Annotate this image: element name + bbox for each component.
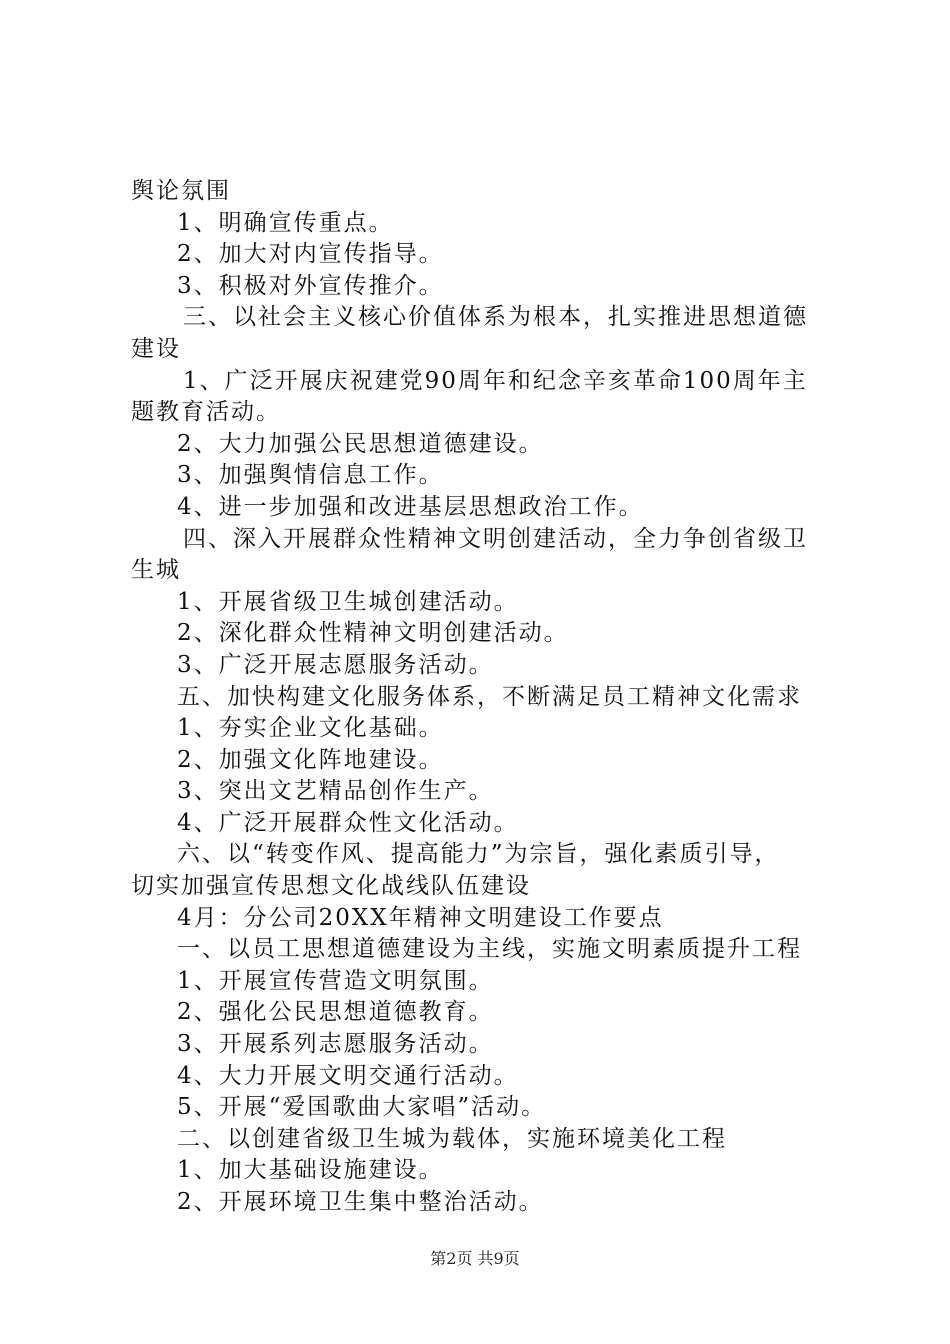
text-line: 二、以创建省级卫生城为载体，实施环境美化工程 — [177, 1125, 727, 1152]
text-line: 2、开展环境卫生集中整治活动。 — [177, 1189, 544, 1215]
text-line: 3、加强舆情信息工作。 — [177, 462, 444, 489]
text-line: 4月：分公司20XX年精神文明建设工作要点 — [177, 904, 664, 931]
text-line: 1、明确宣传重点。 — [177, 209, 394, 236]
text-line: 一、以员工思想道德建设为主线，实施文明素质提升工程 — [177, 936, 802, 963]
text-line: 四、深入开展群众性精神文明创建活动，全力争创省级卫 — [183, 525, 808, 552]
text-line: 1、开展宣传营造文明氛围。 — [177, 967, 494, 994]
text-line: 2、大力加强公民思想道德建设。 — [177, 430, 544, 457]
text-line: 题教育活动。 — [131, 399, 281, 426]
text-line: 3、突出文艺精品创作生产。 — [177, 778, 494, 805]
text-line: 2、深化群众性精神文明创建活动。 — [177, 620, 569, 647]
text-line: 1、广泛开展庆祝建党90周年和纪念辛亥革命100周年主 — [183, 367, 808, 394]
text-line: 1、开展省级卫生城创建活动。 — [177, 588, 519, 615]
text-line: 3、积极对外宣传推介。 — [177, 272, 444, 299]
text-line: 2、加大对内宣传指导。 — [177, 241, 444, 268]
text-line: 建设 — [131, 335, 181, 362]
text-line: 1、夯实企业文化基础。 — [177, 715, 444, 742]
text-line: 2、加强文化阵地建设。 — [177, 746, 444, 773]
text-line: 舆论氛围 — [131, 178, 231, 204]
text-line: 3、广泛开展志愿服务活动。 — [177, 651, 494, 678]
text-line: 六、以“转变作风、提高能力”为宗旨，强化素质引导， — [177, 841, 780, 868]
page-footer: 第2页 共9页 — [430, 1249, 520, 1268]
text-line: 5、开展“爱国歌曲大家唱”活动。 — [177, 1094, 547, 1121]
text-line: 1、加大基础设施建设。 — [177, 1157, 444, 1184]
text-line: 2、强化公民思想道德教育。 — [177, 999, 494, 1026]
text-line: 3、开展系列志愿服务活动。 — [177, 1031, 494, 1058]
text-line: 五、加快构建文化服务体系，不断满足员工精神文化需求 — [177, 683, 802, 710]
text-line: 4、大力开展文明交通行活动。 — [177, 1062, 519, 1089]
text-line: 切实加强宣传思想文化战线队伍建设 — [131, 873, 531, 900]
text-line: 4、广泛开展群众性文化活动。 — [177, 809, 519, 836]
text-line: 生城 — [131, 557, 181, 584]
text-line: 三、以社会主义核心价值体系为根本，扎实推进思想道德 — [183, 304, 808, 331]
text-line: 4、进一步加强和改进基层思想政治工作。 — [177, 493, 644, 520]
document-body — [131, 176, 831, 1219]
